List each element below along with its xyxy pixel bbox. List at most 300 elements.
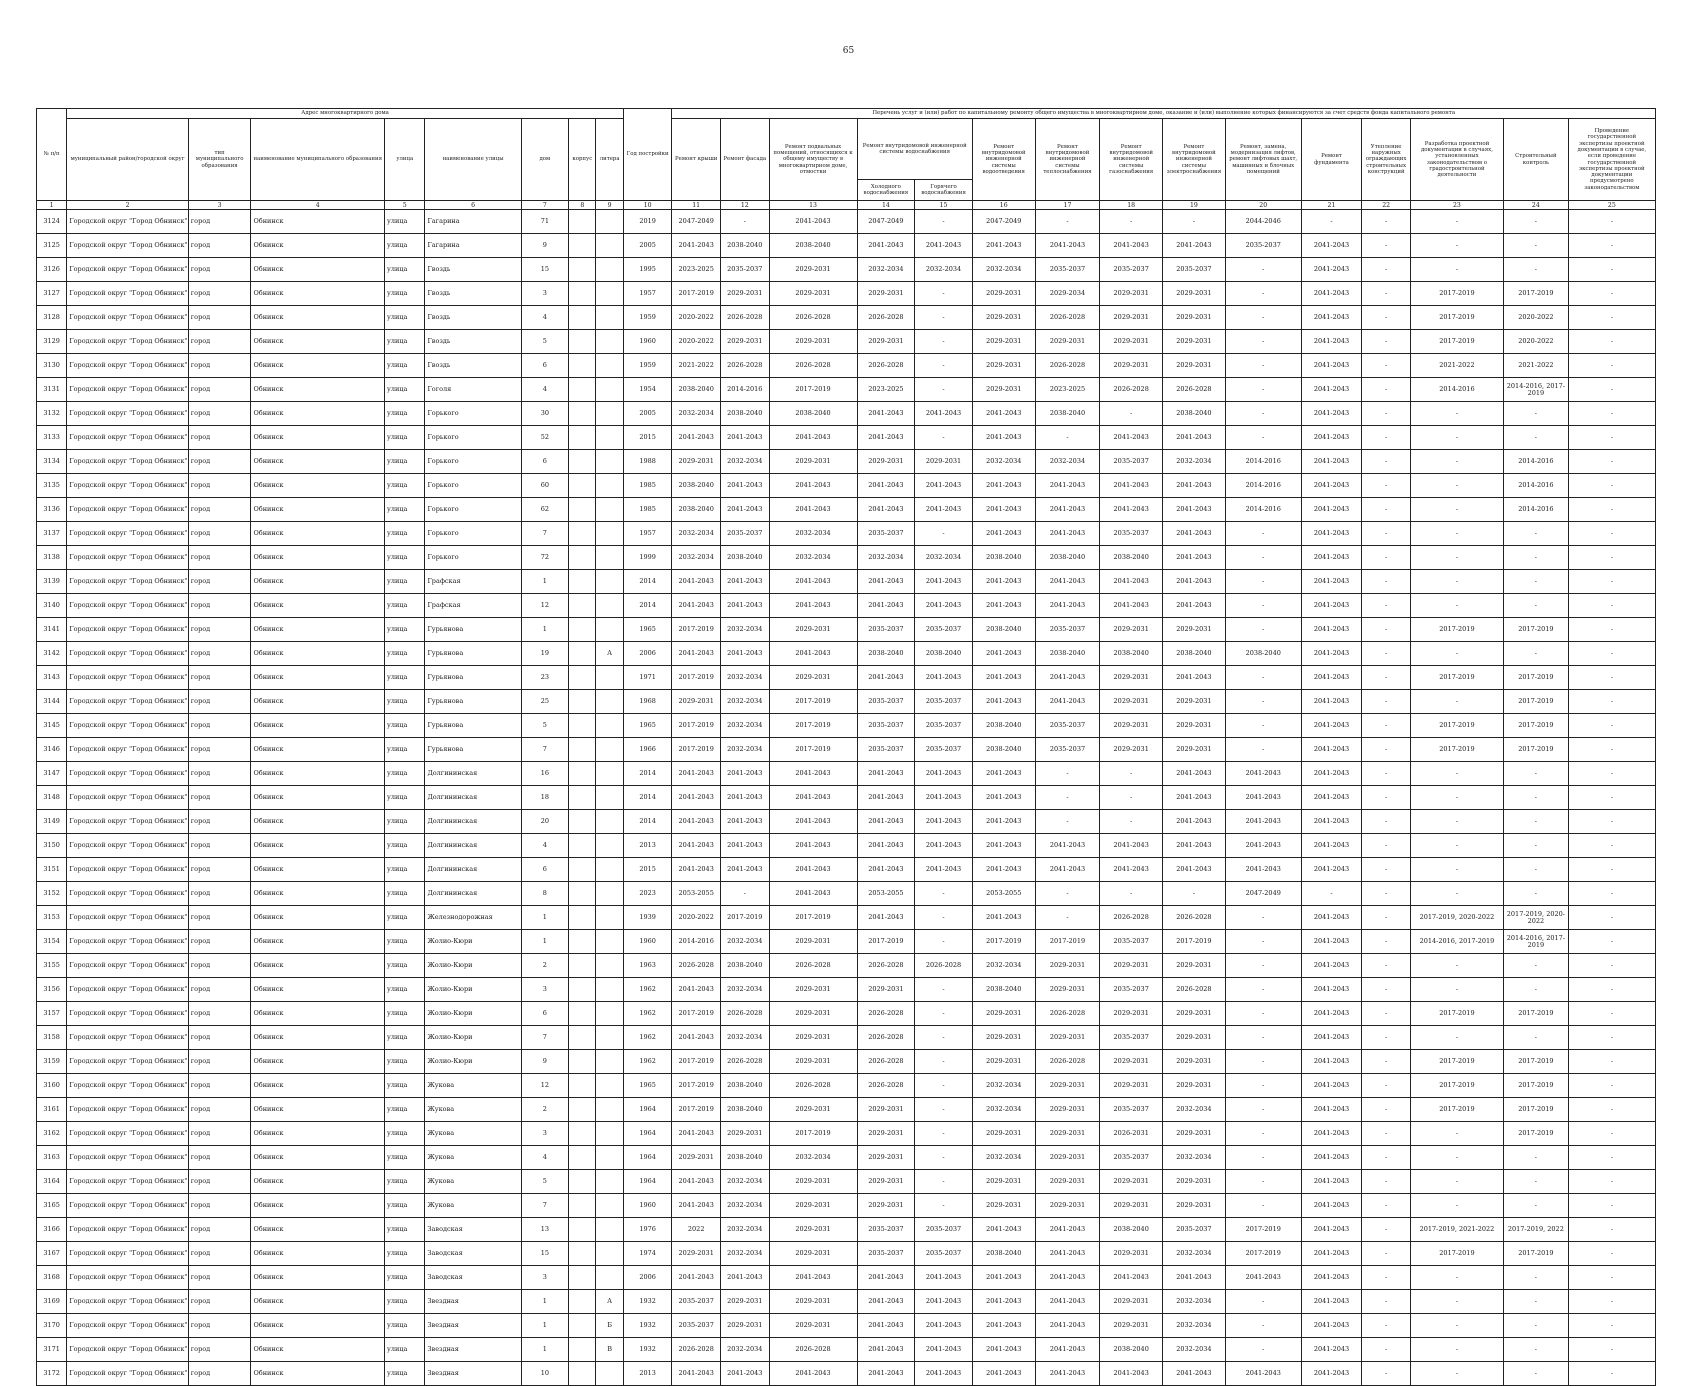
table-cell: 2041-2043	[972, 474, 1035, 498]
table-cell: 2026-2028	[1035, 1050, 1100, 1074]
table-cell: -	[915, 1074, 973, 1098]
table-cell: 2041-2043	[857, 498, 915, 522]
table-cell: 2029-2031	[857, 1122, 915, 1146]
table-cell: Городской округ "Город Обнинск"	[67, 666, 188, 690]
table-cell: 2029-2031	[1100, 354, 1163, 378]
table-cell: 2014-2016	[720, 378, 769, 402]
table-cell: 2032-2034	[972, 954, 1035, 978]
table-cell: 2020-2022	[672, 330, 721, 354]
table-cell: -	[1410, 570, 1503, 594]
table-row	[37, 546, 1656, 570]
table-cell: 2041-2043	[672, 978, 721, 1002]
table-cell	[596, 210, 623, 234]
table-cell: 2032-2034	[1163, 1242, 1226, 1266]
table-cell: город	[188, 642, 251, 666]
table-cell: Обнинск	[251, 1194, 385, 1218]
table-cell: 2041-2043	[972, 762, 1035, 786]
table-cell: 1962	[623, 1050, 672, 1074]
table-cell: 2038-2040	[769, 402, 857, 426]
column-number: 11	[672, 201, 721, 210]
table-cell: 2041-2043	[857, 906, 915, 930]
table-cell: -	[1100, 762, 1163, 786]
table-cell: 2035-2037	[1035, 738, 1100, 762]
table-cell: 2032-2034	[972, 1146, 1035, 1170]
table-cell: 2041-2043	[720, 1266, 769, 1290]
table-cell: -	[1225, 666, 1301, 690]
table-cell: город	[188, 906, 251, 930]
table-cell: Обнинск	[251, 234, 385, 258]
table-cell: -	[1568, 1362, 1655, 1386]
table-cell: -	[1362, 1266, 1411, 1290]
table-cell: 1	[521, 1314, 569, 1338]
table-cell: 2029-2031	[769, 930, 857, 954]
table-cell: 2041-2043	[1035, 1362, 1100, 1386]
table-cell: Обнинск	[251, 978, 385, 1002]
table-cell: Гурьянова	[425, 738, 521, 762]
table-row	[37, 1098, 1656, 1122]
table-cell: -	[1362, 666, 1411, 690]
table-cell: 2041-2043	[972, 834, 1035, 858]
table-cell	[596, 1146, 623, 1170]
table-cell: -	[1362, 522, 1411, 546]
table-cell: 3142	[37, 642, 67, 666]
table-cell: 2041-2043	[915, 1266, 973, 1290]
table-cell: Городской округ "Город Обнинск"	[67, 978, 188, 1002]
table-cell: 2029-2031	[972, 1002, 1035, 1026]
table-cell: 2038-2040	[720, 402, 769, 426]
table-cell: 2023-2025	[857, 378, 915, 402]
table-cell: 2035-2037	[915, 690, 973, 714]
table-cell: 2041-2043	[1100, 498, 1163, 522]
table-cell: 2035-2037	[720, 522, 769, 546]
table-cell: 2041-2043	[972, 1314, 1035, 1338]
table-cell: 2038-2040	[1100, 1218, 1163, 1242]
table-cell: -	[1568, 834, 1655, 858]
table-cell: -	[1225, 1074, 1301, 1098]
table-cell: 2029-2031	[720, 1122, 769, 1146]
table-row	[37, 1170, 1656, 1194]
table-row	[37, 498, 1656, 522]
table-cell: 2041-2043	[1301, 1050, 1362, 1074]
table-cell: 2041-2043	[1100, 234, 1163, 258]
table-cell: 2041-2043	[915, 402, 973, 426]
table-cell: город	[188, 1362, 251, 1386]
table-cell: 4	[521, 378, 569, 402]
table-cell: 2041-2043	[1301, 666, 1362, 690]
table-cell: 2032-2034	[720, 690, 769, 714]
table-cell: 2041-2043	[857, 1314, 915, 1338]
table-cell: 3151	[37, 858, 67, 882]
table-cell: 2029-2031	[1100, 1002, 1163, 1026]
table-cell: Городской округ "Город Обнинск"	[67, 282, 188, 306]
table-cell: 1932	[623, 1290, 672, 1314]
table-row	[37, 258, 1656, 282]
table-cell: -	[1225, 906, 1301, 930]
table-cell: -	[1225, 426, 1301, 450]
table-cell: 2032-2034	[720, 1026, 769, 1050]
table-cell: 2041-2043	[1301, 810, 1362, 834]
table-cell: Гагарина	[425, 210, 521, 234]
table-cell: 2029-2031	[1035, 1074, 1100, 1098]
table-cell: 2021-2022	[672, 354, 721, 378]
table-cell: -	[1568, 426, 1655, 450]
table-cell: 2032-2034	[1163, 1338, 1226, 1362]
table-cell: 2041-2043	[769, 474, 857, 498]
table-cell: -	[1225, 1290, 1301, 1314]
table-cell: -	[1225, 1122, 1301, 1146]
table-cell: 3132	[37, 402, 67, 426]
table-cell: 2029-2031	[1035, 954, 1100, 978]
table-cell: 2029-2031	[1100, 1290, 1163, 1314]
table-cell: Городской округ "Город Обнинск"	[67, 954, 188, 978]
table-cell: 2041-2043	[857, 810, 915, 834]
table-cell: 2041-2043	[1301, 522, 1362, 546]
table-cell	[596, 834, 623, 858]
table-cell: город	[188, 1242, 251, 1266]
table-cell: 2041-2043	[672, 858, 721, 882]
table-cell: 2041-2043	[1301, 474, 1362, 498]
table-cell: 2017-2019, 2021-2022	[1410, 1218, 1503, 1242]
table-cell: Городской округ "Город Обнинск"	[67, 1146, 188, 1170]
table-cell: -	[1503, 1266, 1568, 1290]
table-cell: 2017-2019, 2020-2022	[1503, 906, 1568, 930]
table-cell: 2041-2043	[1100, 570, 1163, 594]
table-cell	[569, 1098, 596, 1122]
table-cell: 2026-2028	[1100, 378, 1163, 402]
table-cell: 2035-2037	[1225, 234, 1301, 258]
table-cell: 2035-2037	[672, 1290, 721, 1314]
table-cell: 2029-2031	[1100, 618, 1163, 642]
table-cell: 2035-2037	[915, 714, 973, 738]
table-cell: 2041-2043	[1035, 234, 1100, 258]
table-cell: Обнинск	[251, 762, 385, 786]
table-cell: город	[188, 210, 251, 234]
table-cell: Обнинск	[251, 210, 385, 234]
column-number: 12	[720, 201, 769, 210]
table-cell: -	[1410, 402, 1503, 426]
table-cell: 2041-2043	[1163, 522, 1226, 546]
table-cell: -	[1225, 1098, 1301, 1122]
column-number: 4	[251, 201, 385, 210]
table-cell: Обнинск	[251, 330, 385, 354]
table-cell	[569, 330, 596, 354]
table-cell: 3137	[37, 522, 67, 546]
table-cell	[596, 426, 623, 450]
table-cell: 2035-2037	[720, 258, 769, 282]
table-cell: 2041-2043	[1301, 1290, 1362, 1314]
table-cell: 2017-2019	[1225, 1218, 1301, 1242]
column-number: 8	[569, 201, 596, 210]
table-cell: А	[596, 1290, 623, 1314]
table-cell: -	[1503, 1314, 1568, 1338]
table-cell: 2047-2049	[972, 210, 1035, 234]
table-cell: 2029-2031	[857, 1170, 915, 1194]
table-cell: 2029-2031	[857, 978, 915, 1002]
table-cell: 2041-2043	[1225, 1266, 1301, 1290]
table-cell: 2041-2043	[857, 666, 915, 690]
table-cell: 2041-2043	[1163, 498, 1226, 522]
table-cell: 5	[521, 1170, 569, 1194]
table-cell: Звездная	[425, 1338, 521, 1362]
table-cell: 2017-2019	[672, 1002, 721, 1026]
table-cell: 2032-2034	[915, 546, 973, 570]
table-cell: улица	[385, 498, 425, 522]
table-cell: 2029-2031	[1035, 1098, 1100, 1122]
table-cell: 2041-2043	[1163, 594, 1226, 618]
table-cell: 2032-2034	[672, 522, 721, 546]
table-cell: 2038-2040	[720, 1098, 769, 1122]
table-cell: 2038-2040	[720, 546, 769, 570]
table-cell: город	[188, 954, 251, 978]
table-cell: 2041-2043	[972, 594, 1035, 618]
table-cell	[569, 402, 596, 426]
table-cell: 2041-2043	[1100, 474, 1163, 498]
table-cell: 2029-2031	[1163, 1002, 1226, 1026]
table-cell: 2014-2016, 2017-2019	[1503, 378, 1568, 402]
table-cell: -	[1362, 882, 1411, 906]
table-cell: Обнинск	[251, 1098, 385, 1122]
table-cell: Заводская	[425, 1218, 521, 1242]
table-cell: Городской округ "Город Обнинск"	[67, 1170, 188, 1194]
table-row	[37, 450, 1656, 474]
table-cell: 2029-2031	[1100, 1314, 1163, 1338]
table-cell: 2041-2043	[1163, 786, 1226, 810]
table-cell: 3169	[37, 1290, 67, 1314]
column-number: 14	[857, 201, 915, 210]
table-cell: 2041-2043	[720, 426, 769, 450]
table-cell: 2026-2028	[857, 306, 915, 330]
table-cell: Городской округ "Город Обнинск"	[67, 1050, 188, 1074]
table-cell: 2041-2043	[972, 666, 1035, 690]
table-cell	[596, 1098, 623, 1122]
table-cell: 2041-2043	[1035, 594, 1100, 618]
table-cell: 2029-2031	[857, 450, 915, 474]
table-cell: Гвоздь	[425, 306, 521, 330]
table-cell: 2006	[623, 642, 672, 666]
table-cell: 2032-2034	[972, 258, 1035, 282]
table-cell: -	[1410, 834, 1503, 858]
table-cell: улица	[385, 426, 425, 450]
table-cell: 2041-2043	[1100, 426, 1163, 450]
table-cell: -	[1410, 450, 1503, 474]
table-row	[37, 858, 1656, 882]
table-cell: 2041-2043	[1301, 1002, 1362, 1026]
table-cell: -	[1362, 306, 1411, 330]
table-cell: 2032-2034	[857, 546, 915, 570]
table-cell: Жукова	[425, 1074, 521, 1098]
table-cell: 7	[521, 1026, 569, 1050]
table-cell: Обнинск	[251, 954, 385, 978]
table-cell: -	[1362, 1290, 1411, 1314]
table-cell: 2041-2043	[672, 642, 721, 666]
table-cell: -	[1568, 666, 1655, 690]
table-cell: 2041-2043	[972, 426, 1035, 450]
table-cell: 2038-2040	[720, 234, 769, 258]
table-cell: город	[188, 810, 251, 834]
table-cell: 2029-2031	[769, 1194, 857, 1218]
table-cell: 25	[521, 690, 569, 714]
table-cell: 2017-2019	[769, 690, 857, 714]
table-cell: 2029-2031	[769, 1314, 857, 1338]
table-cell: -	[1410, 594, 1503, 618]
table-cell	[569, 1074, 596, 1098]
table-cell: 2041-2043	[1225, 810, 1301, 834]
table-cell: 2041-2043	[1301, 738, 1362, 762]
table-cell: Городской округ "Город Обнинск"	[67, 1290, 188, 1314]
table-cell: 2041-2043	[857, 1290, 915, 1314]
table-cell: Горького	[425, 522, 521, 546]
table-cell: 1974	[623, 1242, 672, 1266]
table-cell: улица	[385, 594, 425, 618]
table-cell: 2005	[623, 402, 672, 426]
table-cell: улица	[385, 1266, 425, 1290]
table-cell: 4	[521, 834, 569, 858]
table-cell: 2041-2043	[1301, 1098, 1362, 1122]
header-insulation: Утепление наружных ограждающих строительных конструкций	[1362, 119, 1411, 201]
table-cell: -	[1225, 1002, 1301, 1026]
table-cell: 2021-2022	[1503, 354, 1568, 378]
table-cell: 2017-2019	[672, 282, 721, 306]
table-cell: 1966	[623, 738, 672, 762]
table-cell: Городской округ "Город Обнинск"	[67, 714, 188, 738]
table-cell	[596, 258, 623, 282]
column-number: 23	[1410, 201, 1503, 210]
table-cell: 2029-2031	[972, 1026, 1035, 1050]
table-cell: 62	[521, 498, 569, 522]
table-cell: 2041-2043	[972, 498, 1035, 522]
table-cell: 2041-2043	[769, 210, 857, 234]
table-cell: -	[915, 930, 973, 954]
table-cell: 2019	[623, 210, 672, 234]
table-cell: -	[1568, 354, 1655, 378]
table-cell: улица	[385, 810, 425, 834]
table-cell: Городской округ "Город Обнинск"	[67, 1122, 188, 1146]
table-cell: -	[915, 522, 973, 546]
table-cell: улица	[385, 906, 425, 930]
table-cell: 2017-2019	[1503, 1050, 1568, 1074]
table-cell: Гурьянова	[425, 666, 521, 690]
table-cell: Обнинск	[251, 738, 385, 762]
table-cell: -	[1503, 978, 1568, 1002]
column-number: 22	[1362, 201, 1411, 210]
table-cell: 2032-2034	[972, 450, 1035, 474]
table-cell: -	[1410, 882, 1503, 906]
table-cell: 2041-2043	[857, 1266, 915, 1290]
table-cell: Жукова	[425, 1098, 521, 1122]
table-cell: 3138	[37, 546, 67, 570]
table-cell: -	[1225, 330, 1301, 354]
table-cell: 9	[521, 234, 569, 258]
table-cell: улица	[385, 354, 425, 378]
table-cell: -	[1362, 642, 1411, 666]
table-cell: 2041-2043	[1163, 834, 1226, 858]
table-cell	[596, 1266, 623, 1290]
table-row	[37, 570, 1656, 594]
table-cell: Б	[596, 1314, 623, 1338]
table-cell	[569, 1050, 596, 1074]
header-litera: литера	[596, 119, 623, 201]
header-facade: Ремонт фасада	[720, 119, 769, 201]
table-cell: 2041-2043	[1301, 258, 1362, 282]
table-cell: 2041-2043	[1225, 858, 1301, 882]
table-cell: 2029-2031	[1163, 1050, 1226, 1074]
table-cell: 2029-2031	[1035, 1122, 1100, 1146]
table-cell: 2041-2043	[857, 594, 915, 618]
table-cell: 2014-2016	[1225, 498, 1301, 522]
table-cell: 2041-2043	[720, 642, 769, 666]
table-cell: -	[1568, 1170, 1655, 1194]
table-cell: улица	[385, 1098, 425, 1122]
table-cell: 3134	[37, 450, 67, 474]
table-cell	[569, 498, 596, 522]
table-cell: Городской округ "Город Обнинск"	[67, 810, 188, 834]
table-cell: Обнинск	[251, 570, 385, 594]
table-cell: 2029-2031	[720, 1290, 769, 1314]
table-cell: 2038-2040	[972, 978, 1035, 1002]
table-cell: 2032-2034	[672, 546, 721, 570]
table-cell: 3127	[37, 282, 67, 306]
table-cell: -	[1410, 1362, 1503, 1386]
header-electric: Ремонт внутридомовой инженерной системы электроснабжения	[1163, 119, 1226, 201]
table-cell: 2041-2043	[1301, 834, 1362, 858]
table-cell: -	[1225, 954, 1301, 978]
table-cell: 1962	[623, 978, 672, 1002]
table-cell: 2041-2043	[972, 402, 1035, 426]
table-cell: Городской округ "Город Обнинск"	[67, 762, 188, 786]
table-cell: 2041-2043	[672, 1026, 721, 1050]
table-cell: -	[1301, 882, 1362, 906]
table-cell: Обнинск	[251, 378, 385, 402]
table-cell: -	[1503, 762, 1568, 786]
table-cell: 2041-2043	[672, 1170, 721, 1194]
table-cell: город	[188, 546, 251, 570]
table-cell: 4	[521, 306, 569, 330]
header-address-group: Адрес многоквартирного дома	[67, 109, 624, 119]
table-cell: 2029-2031	[720, 330, 769, 354]
table-cell: 2041-2043	[1163, 474, 1226, 498]
table-cell: 2041-2043	[1225, 1362, 1301, 1386]
table-cell: 7	[521, 1194, 569, 1218]
table-cell: 2041-2043	[972, 906, 1035, 930]
table-cell: улица	[385, 282, 425, 306]
table-cell: 2017-2019	[1410, 1074, 1503, 1098]
table-cell: Обнинск	[251, 786, 385, 810]
table-cell: 2029-2031	[1100, 1242, 1163, 1266]
table-cell: -	[1035, 786, 1100, 810]
table-cell: 2041-2043	[915, 810, 973, 834]
table-cell: 2041-2043	[1301, 1146, 1362, 1170]
table-cell	[596, 330, 623, 354]
table-cell: 3164	[37, 1170, 67, 1194]
table-cell	[569, 570, 596, 594]
table-cell: Жолио-Кюри	[425, 1026, 521, 1050]
table-cell	[569, 1338, 596, 1362]
table-cell: Городской округ "Город Обнинск"	[67, 690, 188, 714]
table-cell: 2041-2043	[672, 1266, 721, 1290]
table-cell: 6	[521, 354, 569, 378]
table-cell: -	[1362, 954, 1411, 978]
table-cell: улица	[385, 858, 425, 882]
table-cell: 2032-2034	[1163, 1098, 1226, 1122]
table-cell: 2017-2019	[1410, 1242, 1503, 1266]
table-cell: 1968	[623, 690, 672, 714]
table-row	[37, 978, 1656, 1002]
table-cell: 2026-2028	[857, 1026, 915, 1050]
table-row	[37, 1194, 1656, 1218]
table-cell	[596, 1194, 623, 1218]
column-number-row	[37, 201, 1656, 210]
table-row	[37, 786, 1656, 810]
